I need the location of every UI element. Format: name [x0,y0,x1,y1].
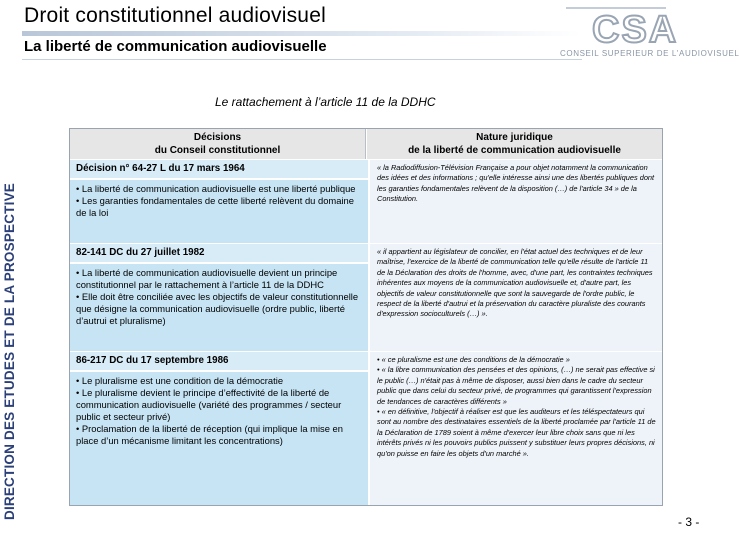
summary-line: • Elle doit être conciliée avec les objectifs de valeur constitutionnelle que désigne la communication audiovisuelle (ordre public, liberté d’autrui et pluralisme) [76,291,359,326]
decision-cell [70,244,370,351]
decision-title: 82-141 DC du 27 juillet 1982 [70,244,368,264]
nature-cell [370,352,662,505]
table-row [70,243,662,351]
page-title: Droit constitutionnel audiovisuel [24,4,326,27]
decision-cell [70,352,370,505]
slide-heading: Le rattachement à l’article 11 de la DDHC [215,95,436,109]
summary-line: • Le pluralisme est une condition de la démocratie [76,375,284,386]
header-nature-line2: de la liberté de communication audiovisuelle [408,145,621,156]
logo-tagline: CONSEIL SUPERIEUR DE L'AUDIOVISUEL [560,49,739,58]
nature-cell [370,244,662,351]
decisions-table [69,128,663,506]
header-divider [22,31,582,36]
decision-summary [70,264,368,329]
decision-summary [70,180,368,221]
quote-text: • « en définitive, l'objectif à réaliser est que les auditeurs et les téléspectateurs qui sont au nombre des destinataires essentiels de la liberté proclamée par l'article 11 de la Déclaration de 1789 soient à même d'exercer leur libre choix sans que ni les intérêts privés ni les pouvoirs publics puissent y substituer leurs propres décisions, ni qu'on puisse en faire les objets d'un marché ». [377,407,656,458]
sidebar-vertical-text: DIRECTION DES ETUDES ET DE LA PROSPECTIVE [2,183,17,520]
quote-text: « la Radiodiffusion-Télévision Française a pour objet notamment la communication des idées et des informations ; qu'elle intéresse ainsi une des libertés publiques dont les garanties fondamentales relèvent de la disposition (…) de l'article 34 » de la Constitution. [377,163,655,204]
page-subtitle: La liberté de communication audiovisuelle [24,38,327,55]
decision-title: Décision n° 64-27 L du 17 mars 1964 [70,160,368,180]
header-decisions [70,129,366,159]
nature-cell [370,160,662,243]
summary-line: • Les garanties fondamentales de cette liberté relèvent du domaine de la loi [76,195,354,218]
quote-text: • « ce pluralisme est une des conditions de la démocratie » [377,355,570,364]
header-decisions-line2: du Conseil constitutionnel [154,145,281,156]
summary-line: • Le pluralisme devient le principe d’effectivité de la liberté de communication audiovisuelle (variété des programmes / secteur public et secteur privé) [76,387,342,422]
table-row [70,351,662,505]
subtitle-divider [22,59,582,60]
table-row [70,159,662,243]
summary-line: • La liberté de communication audiovisuelle est une liberté publique [76,183,356,194]
decision-cell [70,160,370,243]
header-nature-line1: Nature juridique [476,132,553,143]
logo-letters: CSA [592,9,679,51]
table-header [70,129,662,159]
header-decisions-line1: Décisions [193,132,242,143]
header-nature [366,129,662,159]
summary-line: • Proclamation de la liberté de réception (qui implique la mise en place d’un mécanisme limitant les concentrations) [76,423,343,446]
quote-text: • « la libre communication des pensées et des opinions, (…) ne serait pas effective si le public (…) n'était pas à même de disposer, aussi bien dans le cadre du secteur public que dans celui du secteur privé, de programmes qui garantissent l'expression de tendances de caractères différents » [377,365,655,406]
summary-line: • La liberté de communication audiovisuelle devient un principe constitutionnel par le rattachement à l’article 11 de la DDHC [76,267,338,290]
page-number: - 3 - [678,515,700,529]
decision-summary [70,372,368,449]
decision-title: 86-217 DC du 17 septembre 1986 [70,352,368,372]
quote-text: « il appartient au législateur de concilier, en l'état actuel des techniques et de leur maîtrise, l'exercice de la liberté de communication telle qu'elle résulte de l'article 11 de la Déclaration des droits de l'homme, avec, d'une part, les contraintes techniques inhérentes aux moyens de la communication audiovisuelle et, d'autre part, les objectifs de valeur constitutionnelle que sont la sauvegarde de l'ordre public, le respect de la liberté d'autrui et la préservation du caractère pluraliste des courants d'expression socioculturels (…) ». [377,247,653,319]
